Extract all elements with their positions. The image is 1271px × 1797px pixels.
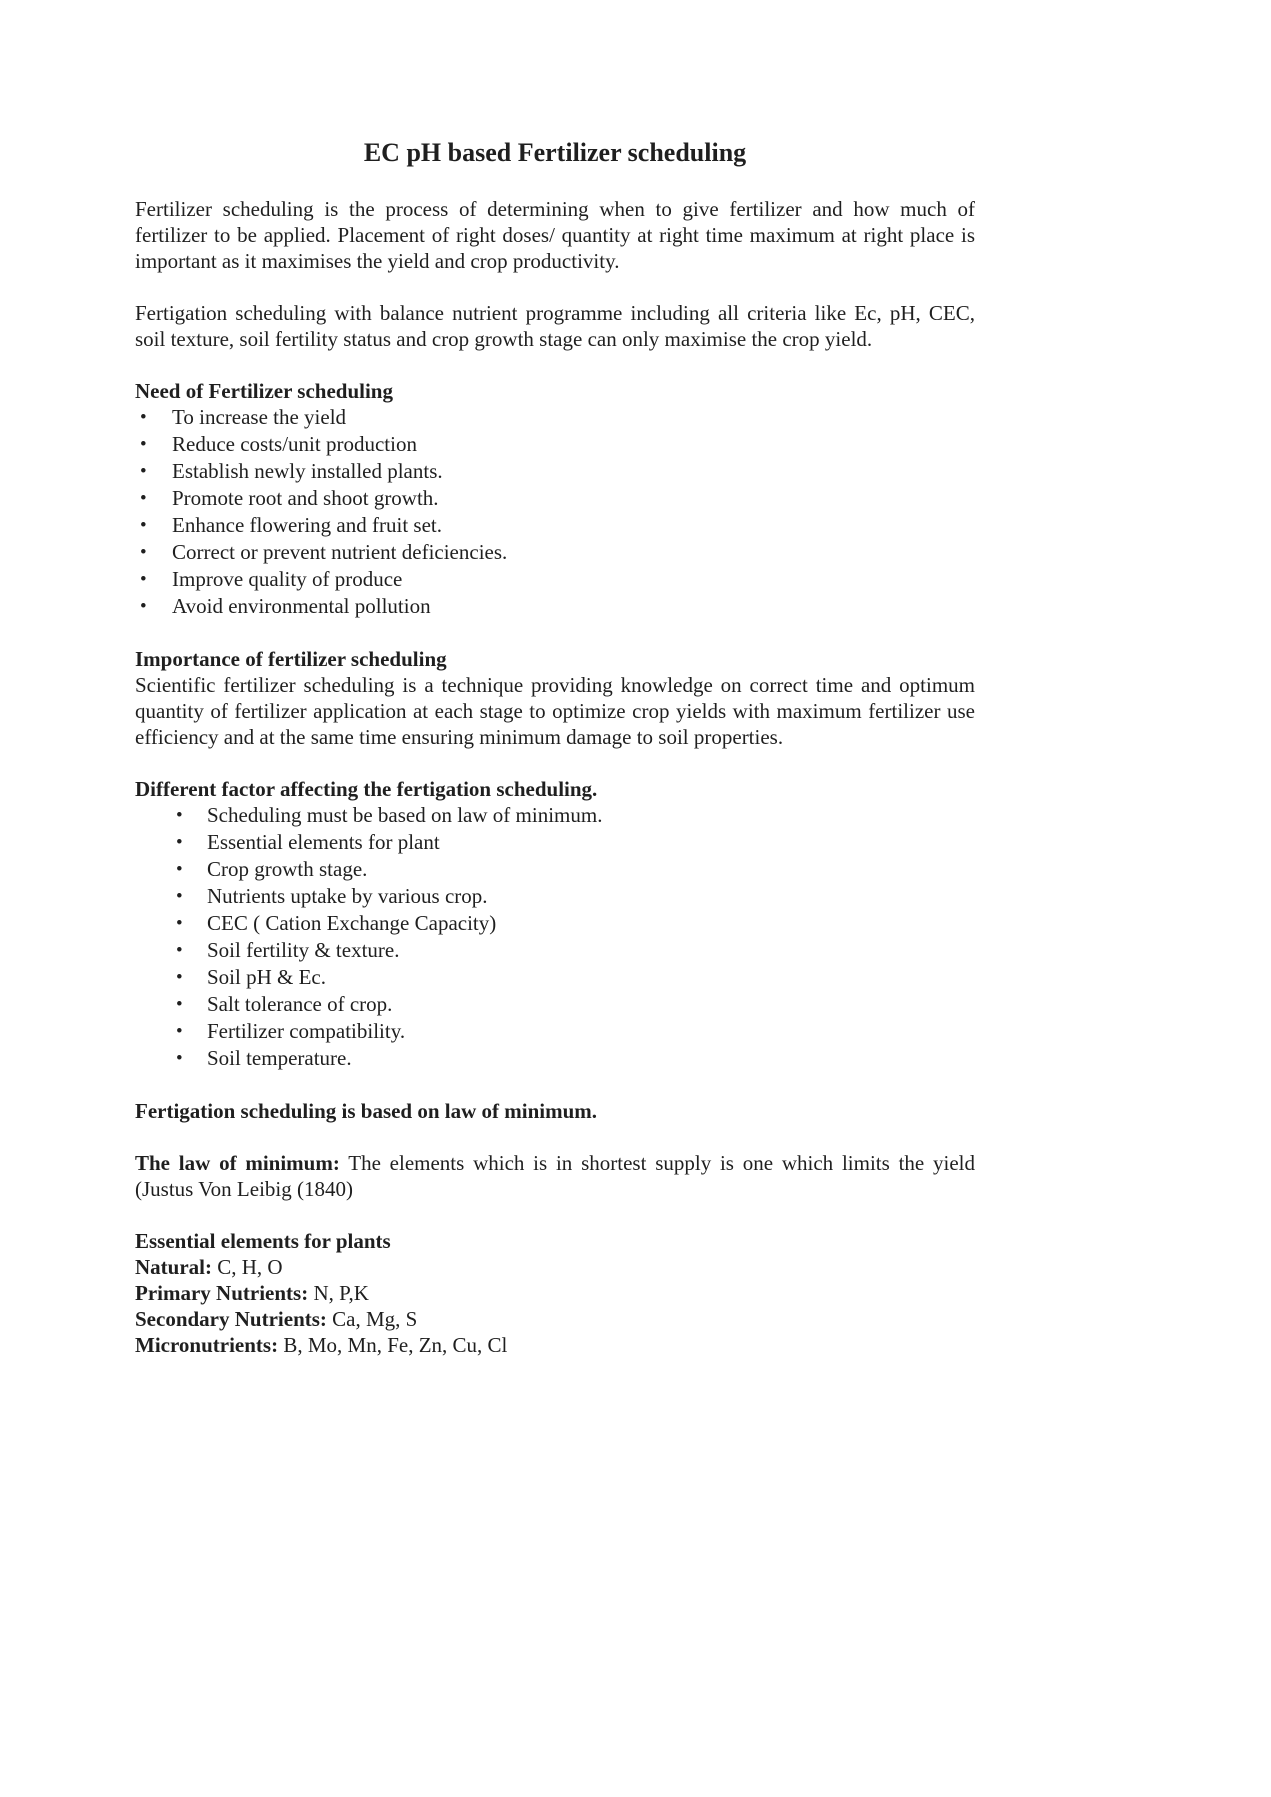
element-label: Micronutrients: (135, 1333, 279, 1357)
list-item (135, 964, 975, 991)
item-text: Crop growth stage. (207, 857, 368, 881)
list-item (135, 458, 975, 485)
element-value: C, H, O (212, 1255, 283, 1279)
item-text: Enhance flowering and fruit set. (172, 513, 442, 537)
list-item (135, 802, 975, 829)
list-item (135, 539, 975, 566)
item-text: Soil fertility & texture. (207, 938, 400, 962)
element-row (135, 1280, 975, 1306)
item-text: To increase the yield (172, 405, 347, 429)
list-item (135, 910, 975, 937)
item-text: Avoid environmental pollution (172, 594, 431, 618)
bullet-icon: • (140, 542, 147, 563)
list-item (135, 883, 975, 910)
item-text: Improve quality of produce (172, 567, 403, 591)
need-heading: Need of Fertilizer scheduling (135, 379, 393, 403)
bullet-icon: • (176, 967, 183, 988)
item-text: CEC ( Cation Exchange Capacity) (207, 911, 497, 935)
bullet-icon: • (176, 859, 183, 880)
list-item (135, 991, 975, 1018)
bullet-icon: • (140, 434, 147, 455)
list-item (135, 512, 975, 539)
list-item (135, 937, 975, 964)
bullet-icon: • (176, 832, 183, 853)
list-item (135, 856, 975, 883)
element-label: Natural: (135, 1255, 212, 1279)
factors-list (135, 802, 975, 1072)
bullet-icon: • (176, 886, 183, 907)
list-item (135, 404, 975, 431)
need-list (135, 404, 975, 620)
list-item (135, 1018, 975, 1045)
list-item (135, 1045, 975, 1072)
bullet-icon: • (176, 940, 183, 961)
element-row (135, 1254, 975, 1280)
bullet-icon: • (140, 407, 147, 428)
bullet-icon: • (176, 805, 183, 826)
item-text: Nutrients uptake by various crop. (207, 884, 488, 908)
law-text: The elements which is in shortest supply is one which limits the yield (Justus Von Leibig (1840) (135, 1151, 976, 1201)
law-paragraph (135, 1150, 975, 1202)
element-value: N, P,K (308, 1281, 369, 1305)
item-text: Reduce costs/unit production (172, 432, 417, 456)
element-value: Ca, Mg, S (326, 1307, 418, 1331)
item-text: Establish newly installed plants. (172, 459, 443, 483)
list-item (135, 431, 975, 458)
item-text: Correct or prevent nutrient deficiencies. (172, 540, 508, 564)
importance-paragraph: Scientific fertilizer scheduling is a technique providing knowledge on correct time and optimum quantity of fertilizer application at each stage to optimize crop yields with maximum fertilizer use efficiency and at the same time ensuring minimum damage to soil properties. (135, 673, 975, 749)
item-text: Salt tolerance of crop. (207, 992, 393, 1016)
bullet-icon: • (176, 1021, 183, 1042)
element-row (135, 1332, 975, 1358)
bullet-icon: • (176, 1048, 183, 1069)
item-text: Scheduling must be based on law of minimum. (207, 803, 603, 827)
law-label: The law of minimum: (135, 1151, 340, 1175)
item-text: Fertilizer compatibility. (207, 1019, 406, 1043)
bullet-icon: • (140, 461, 147, 482)
page-title: EC pH based Fertilizer scheduling (363, 138, 747, 167)
list-item (135, 485, 975, 512)
intro-paragraph-1: Fertilizer scheduling is the process of determining when to give fertilizer and how much of fertilizer to be applied. Placement of right doses/ quantity at right time maximum at right place is important as it maximises the yield and crop productivity. (135, 197, 975, 273)
intro-paragraph-2: Fertigation scheduling with balance nutrient programme including all criteria like Ec, pH, CEC, soil texture, soil fertility status and crop growth stage can only maximise the crop yield. (135, 301, 975, 351)
bullet-icon: • (176, 994, 183, 1015)
bullet-icon: • (140, 596, 147, 617)
element-label: Primary Nutrients: (135, 1281, 309, 1305)
bullet-icon: • (140, 569, 147, 590)
bullet-icon: • (140, 515, 147, 536)
elements-heading: Essential elements for plants (135, 1229, 391, 1253)
element-row (135, 1306, 975, 1332)
item-text: Promote root and shoot growth. (172, 486, 439, 510)
bullet-icon: • (140, 488, 147, 509)
list-item (135, 566, 975, 593)
bullet-icon: • (176, 913, 183, 934)
item-text: Soil temperature. (207, 1046, 352, 1070)
importance-heading: Importance of fertilizer scheduling (135, 647, 447, 671)
element-label: Secondary Nutrients: (135, 1307, 327, 1331)
law-heading: Fertigation scheduling is based on law of minimum. (135, 1099, 598, 1123)
element-value: B, Mo, Mn, Fe, Zn, Cu, Cl (278, 1333, 508, 1357)
list-item (135, 829, 975, 856)
item-text: Soil pH & Ec. (207, 965, 326, 989)
item-text: Essential elements for plant (207, 830, 440, 854)
factors-heading: Different factor affecting the fertigation scheduling. (135, 777, 598, 801)
list-item (135, 593, 975, 620)
